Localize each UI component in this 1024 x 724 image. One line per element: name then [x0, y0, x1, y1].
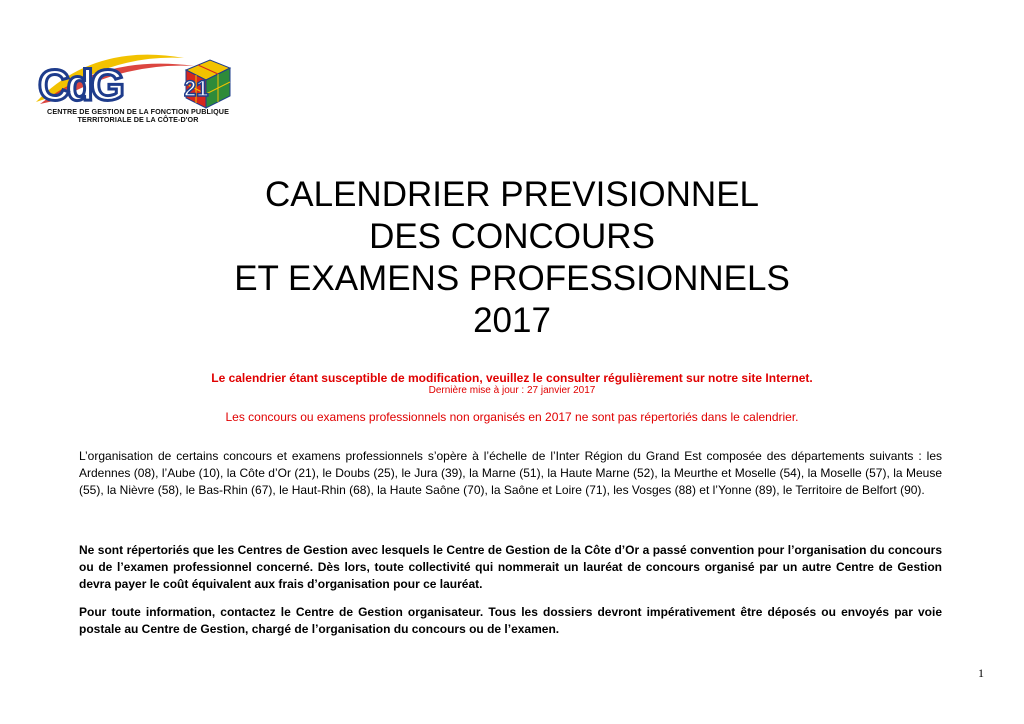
title-line-1: CALENDRIER PREVISIONNEL	[264, 175, 760, 214]
title-line-2: DES CONCOURS	[369, 217, 655, 256]
logo-caption-line2: TERRITORIALE DE LA CÔTE-D'OR	[77, 115, 199, 124]
convention-paragraph: Ne sont répertoriés que les Centres de Gestion avec lesquels le Centre de Gestion de la Côte d’Or a passé convention pour l’organisation du concours ou de l’examen professionnel concerné. Dès lors, toute collectivité qui nommerait un lauréat de concours organisé par un autre Centre de Gestion devra payer le coût équivalent aux frais d’organisation pour ce lauréat.	[79, 543, 942, 591]
page-number: 1	[978, 666, 984, 680]
logo-number: 21	[184, 76, 209, 101]
document-title	[0, 174, 1024, 342]
logo-letters: CdG	[38, 61, 122, 110]
logo-caption-line1: CENTRE DE GESTION DE LA FONCTION PUBLIQUE	[47, 107, 229, 116]
title-line-3: ET EXAMENS PROFESSIONNELS	[234, 259, 790, 298]
interregion-paragraph: L’organisation de certains concours et examens professionnels s’opère à l’échelle de l’Inter Région du Grand Est composée des départements suivants : les Ardennes (08), l’Aube (10), la Côte d’Or (21), le Doubs (25), le Jura (39), la Marne (51), la Haute Marne (52), la Meurthe et Moselle (54), la Moselle (57), la Meuse (55), la Nièvre (58), le Bas-Rhin (67), le Haut-Rhin (68), la Haute Saône (70), la Saône et Loire (71), les Vosges (88) et l’Yonne (89), le Territoire de Belfort (90).	[79, 449, 942, 497]
last-update-date: Dernière mise à jour : 27 janvier 2017	[428, 385, 596, 396]
modification-notice: Le calendrier étant susceptible de modification, veuillez le consulter régulièrement sur notre site Internet.	[211, 371, 813, 385]
not-listed-note: Les concours ou examens professionnels non organisés en 2017 ne sont pas répertoriés dans le calendrier.	[225, 410, 799, 424]
contact-paragraph: Pour toute information, contactez le Centre de Gestion organisateur. Tous les dossiers devront impérativement être déposés ou envoyés par voie postale au Centre de Gestion, chargé de l’organisation du concours ou de l’examen.	[79, 605, 942, 636]
logo-caption	[38, 108, 238, 124]
title-line-4: 2017	[473, 301, 551, 340]
